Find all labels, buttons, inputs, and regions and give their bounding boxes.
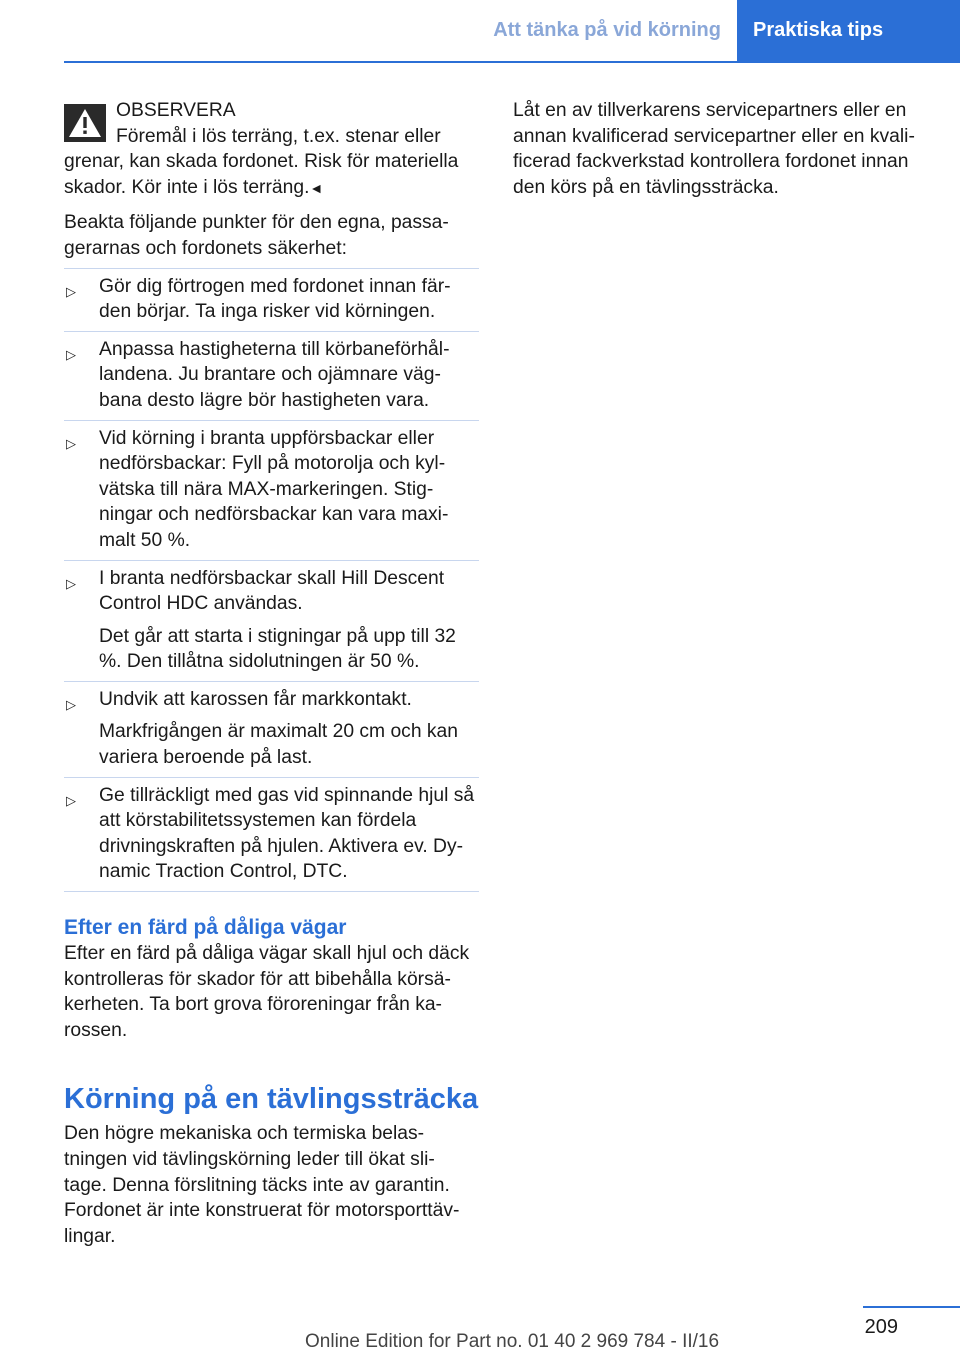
list-item [64,778,479,892]
triangle-right-icon: ▷ [66,346,76,362]
list-item-text: Undvik att karossen får markkontakt. [99,688,412,710]
page-number: 209 [864,1316,898,1338]
list-item [64,561,479,682]
list-item [64,682,479,778]
list-item [64,421,479,561]
header-chapter-tab: Praktiska tips [737,0,960,61]
triangle-right-icon: ▷ [66,435,76,451]
track-driving-paragraph: Den högre mekaniska och termiska belas- tningen vid tävlingskörning leder till ökat sli- tage. Denna förslitning täcks inte av garantin. Fordonet är inte konstruerat för motorsporttäv- lingar. [64,1123,460,1247]
rough-roads-paragraph: Efter en färd på dåliga vägar skall hjul och däck kontrolleras för skador för att bibehålla körsä- kerheten. Ta bort grova föroreningar från ka- rossen. [64,943,470,1041]
right-column [513,98,928,200]
subheading-rough-roads: Efter en färd på dåliga vägar [64,916,347,940]
list-item [64,268,479,332]
warning-box [64,98,479,201]
triangle-right-icon: ▷ [66,696,76,712]
heading-track-driving: Körning på en tävlingssträcka [64,1083,479,1116]
list-item-text: Gör dig förtrogen med fordonet innan fär- den börjar. Ta inga risker vid körningen. [99,275,451,323]
list-item-text: Vid körning i branta uppförsbackar eller nedförsbackar: Fyll på motorolja och kyl- vätska till nära MAX-markeringen. Stig- ningar och nedförsbackar kan vara maxi- malt 50 %. [99,427,449,551]
left-column [64,98,479,1249]
list-item-subtext: Det går att starta i stigningar på upp till 32 %. Den tillåtna sidolutningen är 50 %. [99,625,456,673]
header-section-title: Att tänka på vid körning [493,19,721,41]
list-item-text: I branta nedförsbackar skall Hill Descent Control HDC användas. [99,567,445,615]
triangle-right-icon: ▷ [66,575,76,591]
header-rule [64,61,960,63]
list-item [64,332,479,421]
triangle-right-icon: ▷ [66,792,76,808]
warning-text-line1: Föremål i lös terräng, t.ex. stenar eller [116,125,441,147]
warning-triangle-icon [64,104,106,142]
warning-title: OBSERVERA [116,100,236,121]
end-mark-icon: ◄ [309,179,324,196]
warning-text [64,149,479,201]
list-item-text: Ge tillräckligt med gas vid spinnande hjul så att körstabilitetssystemen kan fördela drivningskraften på hjulen. Aktivera ev. Dy- namic Traction Control, DTC. [99,784,475,883]
safety-bullet-list [64,268,479,892]
triangle-right-icon: ▷ [66,283,76,299]
list-item-subtext: Markfrigången är maximalt 20 cm och kan variera beroende på last. [99,721,458,769]
warning-text-rest: grenar, kan skada fordonet. Risk för materiella skador. Kör inte i lös terräng. [64,151,459,198]
right-paragraph: Låt en av tillverkarens servicepartners eller en annan kvalificerad servicepartner eller en kvali- ficerad fackverkstad kontrollera fordonet innan den körs på en tävlingssträcka. [513,100,915,198]
intro-paragraph: Beakta följande punkter för den egna, passa- gerarnas och fordonets säkerhet: [64,212,449,259]
list-item-text: Anpassa hastigheterna till körbaneförhål- landena. Ju brantare och ojämnare väg- bana desto lägre bör hastigheten vara. [99,338,450,411]
edition-text: Online Edition for Part no. 01 40 2 969 784 - II/16 [305,1331,720,1352]
footer-rule [863,1306,960,1308]
